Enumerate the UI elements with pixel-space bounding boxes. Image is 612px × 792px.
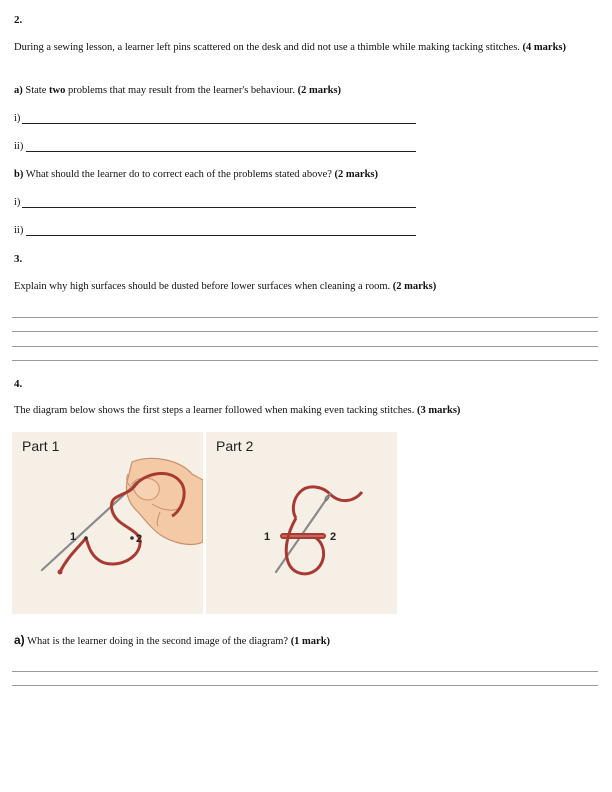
diagram-part-2-title: Part 2 [216,438,254,454]
question-4-number: 4. [14,378,23,390]
question-2b-answer-label-i: i) [14,197,21,208]
question-2b-text: What should the learner do to correct each of the problems stated above? [25,169,332,180]
question-3-prompt [14,281,594,293]
question-4a-answer-line-1[interactable] [12,671,598,672]
question-2a-prompt [14,85,594,97]
question-2a-answer-label-i: i) [14,113,21,124]
question-2a-label: a) [14,85,23,96]
question-2b-answer-line-ii[interactable] [26,235,416,236]
question-2-stem [14,42,589,54]
question-4a-answer-line-2[interactable] [12,685,598,686]
diagram-part-1-point-2: 2 [136,533,143,545]
question-4-text: The diagram below shows the first steps a learner followed when making even tacking stitches. [14,405,415,416]
question-3-answer-line-2[interactable] [12,331,598,332]
question-4a-text: What is the learner doing in the second image of the diagram? [27,636,289,647]
question-2b-label: b) [14,169,24,180]
question-2-number: 2. [14,14,23,26]
question-2a-answer-line-ii[interactable] [26,151,416,152]
question-4a-label: a) [14,633,25,647]
diagram-part-2-point-2: 2 [330,531,337,543]
question-3-answer-line-1[interactable] [12,317,598,318]
question-3-answer-line-4[interactable] [12,360,598,361]
question-3-marks: (2 marks) [392,281,437,292]
diagram-part-2-illustration [206,432,397,614]
question-3-answer-line-3[interactable] [12,346,598,347]
question-2-stem-marks: (4 marks) [522,42,566,53]
question-2b-answer-label-ii: ii) [14,225,24,236]
question-4a-marks: (1 mark) [290,636,331,647]
diagram-part-2-point-1: 1 [264,531,271,543]
question-2a-text-bold: two [49,85,66,96]
question-2a-answer-label-ii: ii) [14,141,24,152]
question-3-number: 3. [14,253,23,265]
question-2b-prompt [14,169,594,181]
question-4-prompt [14,405,594,417]
question-4-marks: (3 marks) [416,405,461,416]
diagram-part-1-point-1: 1 [70,531,77,543]
question-2a-marks: (2 marks) [297,85,342,96]
diagram-part-1-title: Part 1 [22,438,60,454]
question-2a-answer-line-i[interactable] [22,123,416,124]
diagram-part-2-panel [206,432,397,614]
question-2b-marks: (2 marks) [334,169,378,180]
question-2b-answer-line-i[interactable] [22,207,416,208]
diagram-part-1-panel [12,432,203,614]
tacking-stitch-diagram [12,432,397,614]
question-3-text: Explain why high surfaces should be dusted before lower surfaces when cleaning a room. [14,281,391,292]
question-2-stem-text: During a sewing lesson, a learner left pins scattered on the desk and did not use a thimble while making tacking stitches. [14,42,520,53]
question-2a-text-before: State [25,85,47,96]
hand-icon [126,458,203,544]
question-2a-text-after: problems that may result from the learner's behaviour. [67,85,295,96]
diagram-part-1-illustration [12,432,203,614]
question-4a-prompt [14,634,594,648]
